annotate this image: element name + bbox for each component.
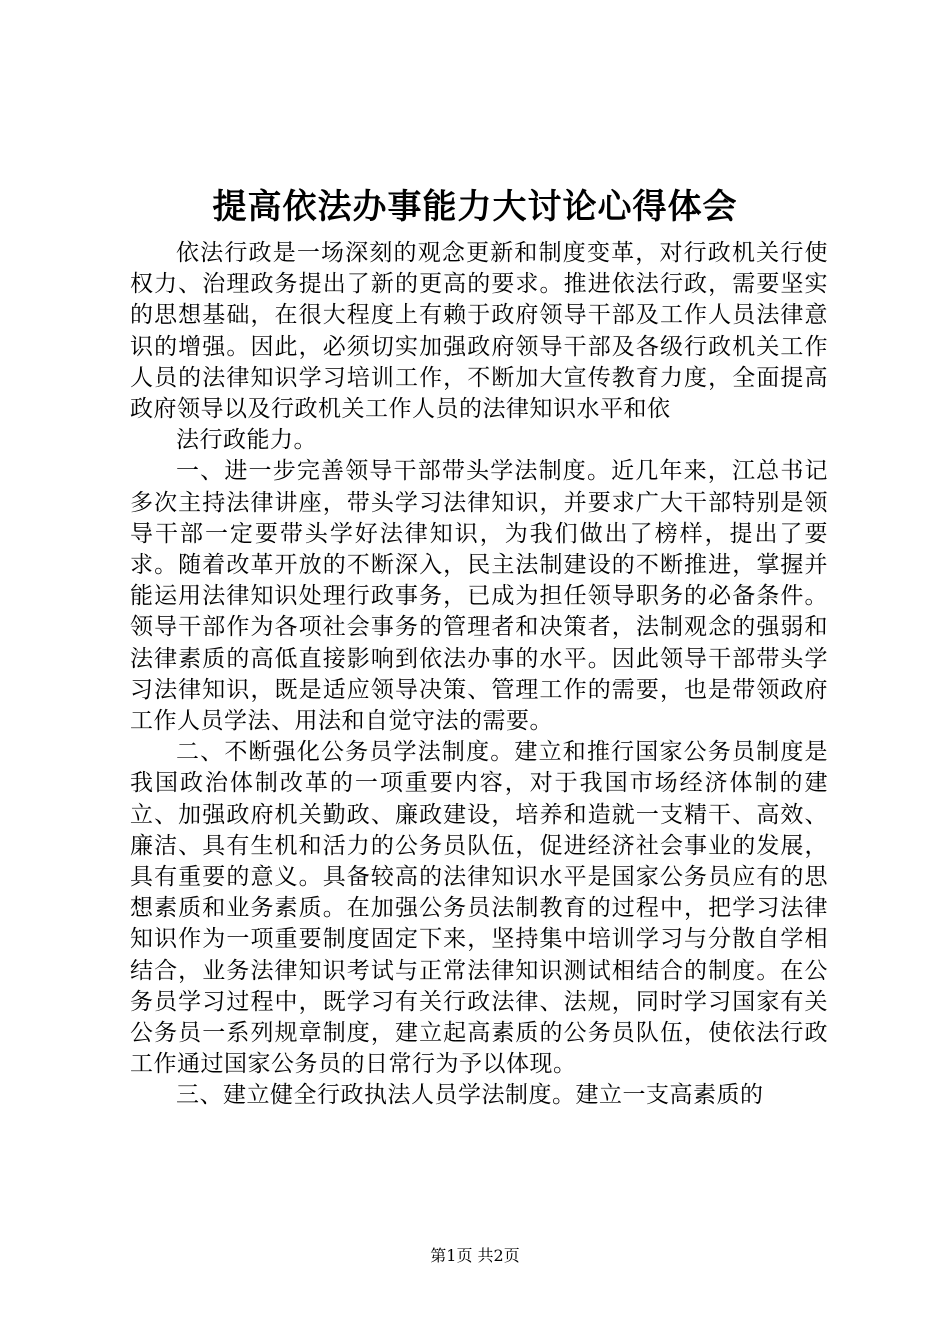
paragraph-section-3: 三、建立健全行政执法人员学法制度。建立一支高素质的 xyxy=(176,1082,764,1109)
page-number-footer: 第1页 共2页 xyxy=(430,1246,520,1265)
paragraph-section-2: 二、不断强化公务员学法制度。建立和推行国家公务员制度是我国政治体制改革的一项重要内容，对于我国市场经济体制的建立、加强政府机关勤政、廉政建设，培养和造就一支精干、高效、廉洁、具有生机和活力的公务员队伍，促进经济社会事业的发展，具有重要的意义。具备较高的法律知识水平是国家公务员应有的思想素质和业务素质。在加强公务员法制教育的过程中，把学习法律知识作为一项重要制度固定下来，坚持集中培训学习与分散自学相结合，业务法律知识考试与正常法律知识测试相结合的制度。在公务员学习过程中，既学习有关行政法律、法规，同时学习国家有关公务员一系列规章制度，建立起高素质的公务员队伍，使依法行政工作通过国家公务员的日常行为予以体现。 xyxy=(130,739,828,1078)
document-title: 提高依法办事能力大讨论心得体会 xyxy=(212,187,738,227)
document-body xyxy=(130,238,828,1112)
paragraph-section-1: 一、进一步完善领导干部带头学法制度。近几年来，江总书记多次主持法律讲座，带头学习法律知识，并要求广大干部特别是领导干部一定要带头学好法律知识，为我们做出了榜样，提出了要求。随着改革开放的不断深入，民主法制建设的不断推进，掌握并能运用法律知识处理行政事务，已成为担任领导职务的必备条件。领导干部作为各项社会事务的管理者和决策者，法制观念的强弱和法律素质的高低直接影响到依法办事的水平。因此领导干部带头学习法律知识，既是适应领导决策、管理工作的需要，也是带领政府工作人员学法、用法和自觉守法的需要。 xyxy=(130,458,828,735)
paragraph-intro-continued: 法行政能力。 xyxy=(176,427,317,454)
paragraph-intro: 依法行政是一场深刻的观念更新和制度变革，对行政机关行使权力、治理政务提出了新的更高的要求。推进依法行政，需要坚实的思想基础，在很大程度上有赖于政府领导干部及工作人员法律意识的增强。因此，必须切实加强政府领导干部及各级行政机关工作人员的法律知识学习培训工作，不断加大宣传教育力度，全面提高政府领导以及行政机关工作人员的法律知识水平和依 xyxy=(130,240,828,423)
